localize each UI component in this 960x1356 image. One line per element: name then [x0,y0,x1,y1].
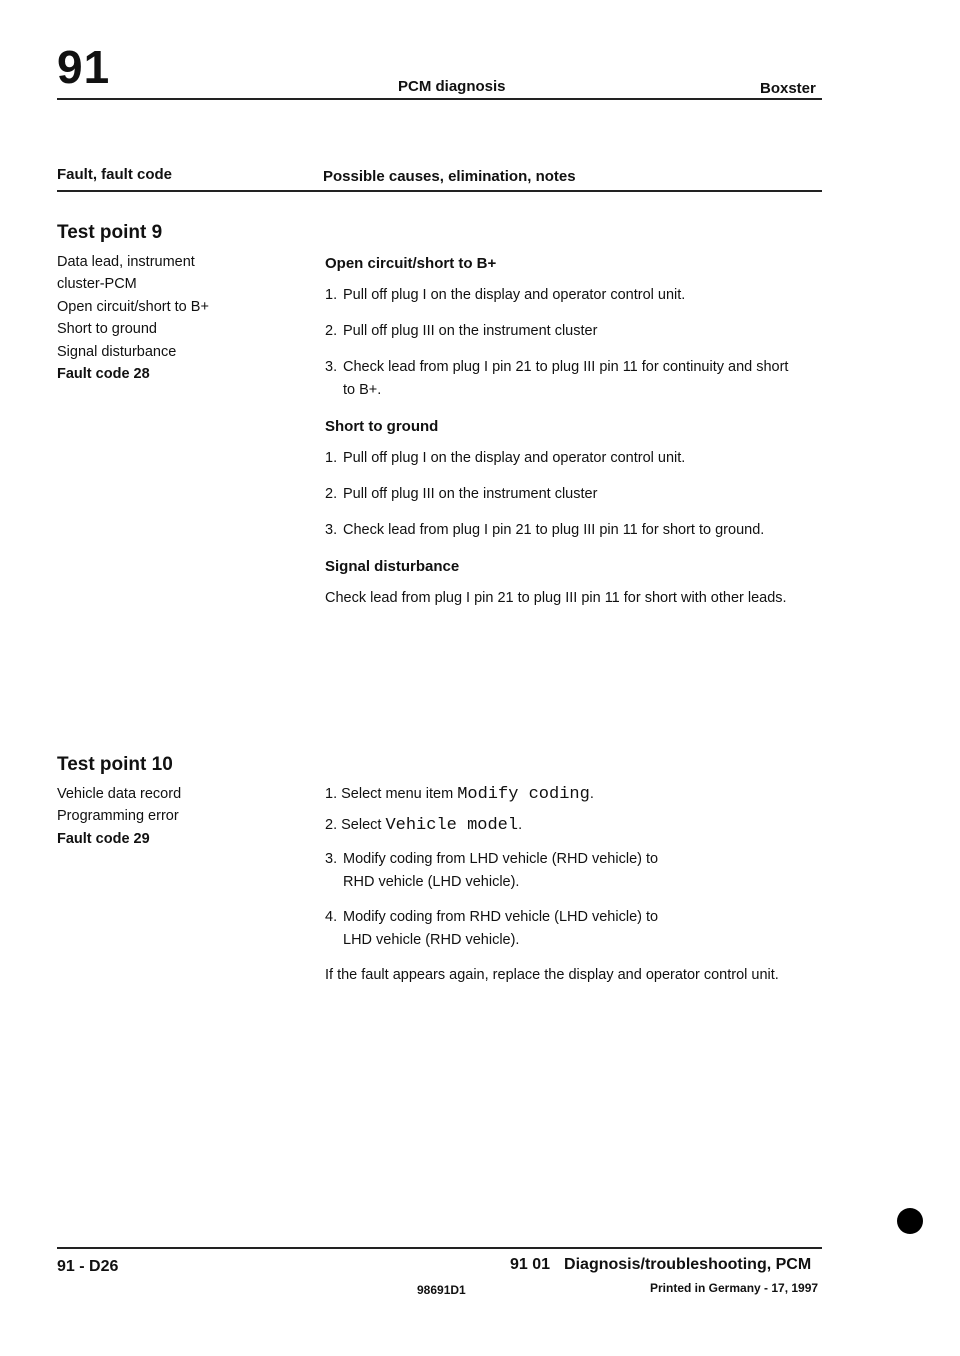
print-info: Printed in Germany - 17, 1997 [650,1281,819,1295]
step-item [325,848,805,894]
black-dot-marker [897,1208,923,1234]
section-note: Check lead from plug I pin 21 to plug III pin 11 for short with other leads. [325,590,787,606]
step-text: 2. Select [325,817,382,833]
fault-desc-line: cluster-PCM [57,276,137,292]
test-point-9-title: Test point 9 [57,222,163,243]
fault-desc-line: Data lead, instrument [57,253,195,270]
fault-desc-line: Open circuit/short to B+ [57,298,209,315]
model-name: Boxster [760,80,816,97]
section-heading: Signal disturbance [325,558,460,575]
step-number: 3. [325,522,338,538]
step-punct: . [589,786,594,802]
left-column-heading: Fault, fault code [57,166,173,183]
test-point-9-fault [57,222,287,386]
fault-code: Fault code 28 [57,366,150,382]
section-title: PCM diagnosis [398,78,506,95]
step-text: Pull off plug III on the instrument cluster [343,486,598,502]
step-text: Check lead from plug I pin 21 to plug III pin 11 for short to ground. [343,522,765,538]
step-item [325,284,805,307]
right-column-heading: Possible causes, elimination, notes [323,168,576,185]
step-item [325,483,805,506]
fault-desc-line: Short to ground [57,321,157,337]
step-text: Modify coding from RHD vehicle (LHD vehicle) to LHD vehicle (RHD vehicle). [343,909,659,948]
step-number: 3. [325,359,338,375]
header-rule [57,98,822,100]
step-text: Modify coding from LHD vehicle (RHD vehicle) to RHD vehicle (LHD vehicle). [343,851,659,890]
fault-code: Fault code 29 [57,830,150,847]
step-number: 1. [325,287,338,303]
closing-note: If the fault appears again, replace the display and operator control unit. [325,967,779,983]
section-heading: Short to ground [325,418,439,435]
step-item [325,814,805,837]
step-item [325,906,805,952]
step-text: Pull off plug I on the display and operator control unit. [343,287,686,303]
step-number: 2. [325,323,338,339]
step-punct: . [518,817,523,833]
step-number: 1. [325,450,338,466]
step-text: 1. Select menu item [325,786,454,802]
page-reference: 91 - D26 [57,1258,119,1275]
footer-chapter [510,1256,811,1274]
step-text: Pull off plug I on the display and operator control unit. [343,450,686,466]
group-number: 91 [57,41,111,93]
step-text: Check lead from plug I pin 21 to plug III pin 11 for continuity and short to B+. [343,359,789,398]
test-point-10-title: Test point 10 [57,754,173,775]
step-text: Pull off plug III on the instrument cluster [343,323,598,339]
test-point-10-causes [325,783,805,987]
column-heading-rule [57,190,822,192]
step-number: 3. [325,851,338,867]
step-item [325,356,805,402]
fault-desc-line: Signal disturbance [57,343,177,360]
step-item [325,783,805,806]
menu-item-code: Vehicle model [385,816,519,835]
fault-desc-line: Programming error [57,808,179,824]
step-number: 4. [325,909,338,925]
test-point-10-fault [57,754,287,850]
section-heading: Open circuit/short to B+ [325,255,497,272]
footer-group-number: 91 01 [510,1256,551,1273]
step-item [325,519,805,542]
document-code: 98691D1 [417,1283,466,1297]
test-point-9-causes [325,252,805,610]
step-number: 2. [325,486,338,502]
fault-desc-line: Vehicle data record [57,785,182,802]
footer-chapter-title: Diagnosis/troubleshooting, PCM [564,1256,812,1273]
step-item [325,320,805,343]
footer-rule [57,1247,822,1249]
step-item [325,447,805,470]
menu-item-code: Modify coding [457,785,590,804]
